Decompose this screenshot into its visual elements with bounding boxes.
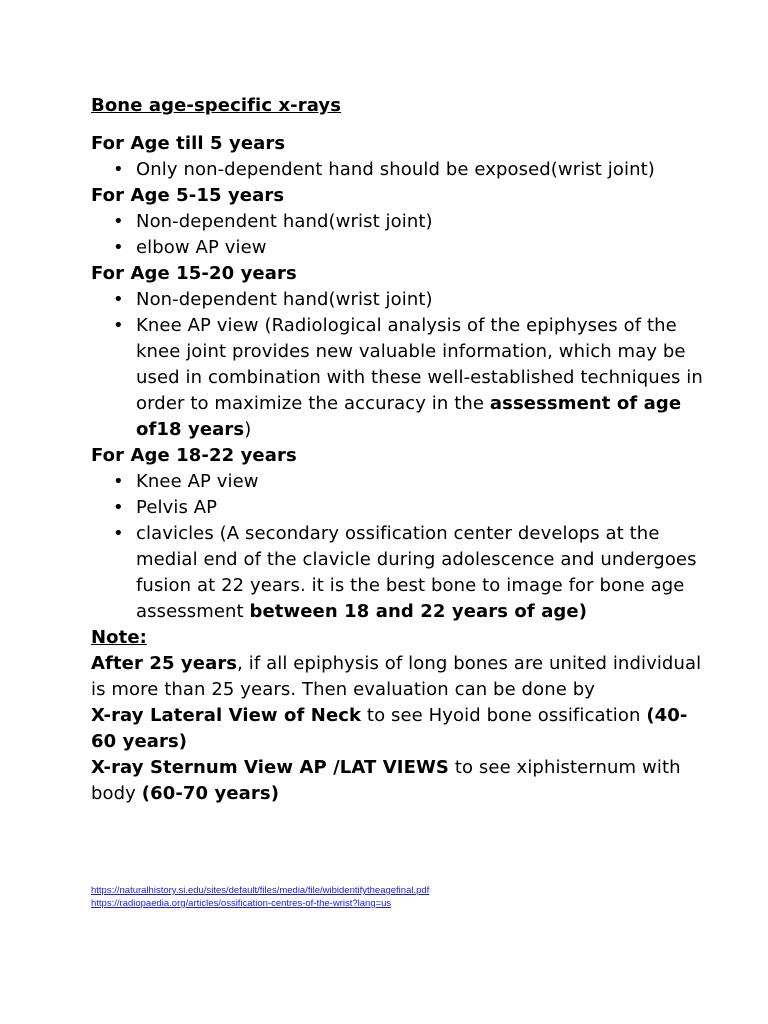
section-heading-age-18-22: For Age 18-22 years [91,445,297,466]
section-heading-age-till-5: For Age till 5 years [91,133,286,154]
note-p2-bold2: (40-60 years) [91,705,688,752]
section-list-age-5-15 [91,209,711,261]
reference-link-radiopaedia[interactable]: https://radiopaedia.org/articles/ossification-centres-of-the-wrist?lang=us [91,898,392,909]
document-title: Bone age-specific x-rays [91,95,342,116]
list-item: • Pelvis AP [91,495,711,521]
list-item: • Non-dependent hand(wrist joint) [91,209,711,235]
knee-bold-text: assessment of age of18 years [136,393,682,440]
note-p1-text: , if all epiphysis of long bones are united individual is more than 25 years. Then evaluation can be done by [91,653,702,700]
clavicles-text: clavicles (A secondary ossification center develops at the medial end of the clavicle during adolescence and undergoes fusion at 22 years. it is the best bone to image for bone age assessment [136,523,697,622]
list-item-clavicles [91,521,711,625]
list-item: • Knee AP view [91,469,711,495]
list-item: • elbow AP view [91,235,711,261]
note-p3-bold: X-ray Sternum View AP /LAT VIEWS [91,757,449,778]
note-paragraph-3 [91,755,711,807]
list-item: • Only non-dependent hand should be exposed(wrist joint) [91,157,711,183]
note-paragraph-2 [91,703,711,755]
section-list-age-till-5 [91,157,711,183]
section-heading-age-5-15: For Age 5-15 years [91,185,285,206]
knee-text: Knee AP view (Radiological analysis of the epiphyses of the knee joint provides new valuable information, which may be used in combination with these well-established techniques in order to maximize the accuracy in the [136,315,703,414]
section-list-age-15-20 [91,287,711,443]
document-body [91,93,711,807]
note-p2-bold: X-ray Lateral View of Neck [91,705,362,726]
knee-end: ) [244,419,252,440]
references [91,884,429,910]
section-heading-age-15-20: For Age 15-20 years [91,263,297,284]
reference-link-smithsonian[interactable]: https://naturalhistory.si.edu/sites/default/files/media/file/wibidentifytheagefinal.pdf [91,885,430,896]
note-p1-bold: After 25 years [91,653,238,674]
note-heading: Note: [91,627,147,648]
note-p3-bold2: (60-70 years) [141,783,280,804]
clavicles-bold-text: between 18 and 22 years of age) [249,601,588,622]
note-p3-text: to see xiphisternum with body [91,757,681,804]
note-p2-text: to see Hyoid bone ossification [361,705,647,726]
section-list-age-18-22 [91,469,711,625]
list-item-knee [91,313,711,443]
note-paragraph-1 [91,651,711,703]
list-item: • Non-dependent hand(wrist joint) [91,287,711,313]
